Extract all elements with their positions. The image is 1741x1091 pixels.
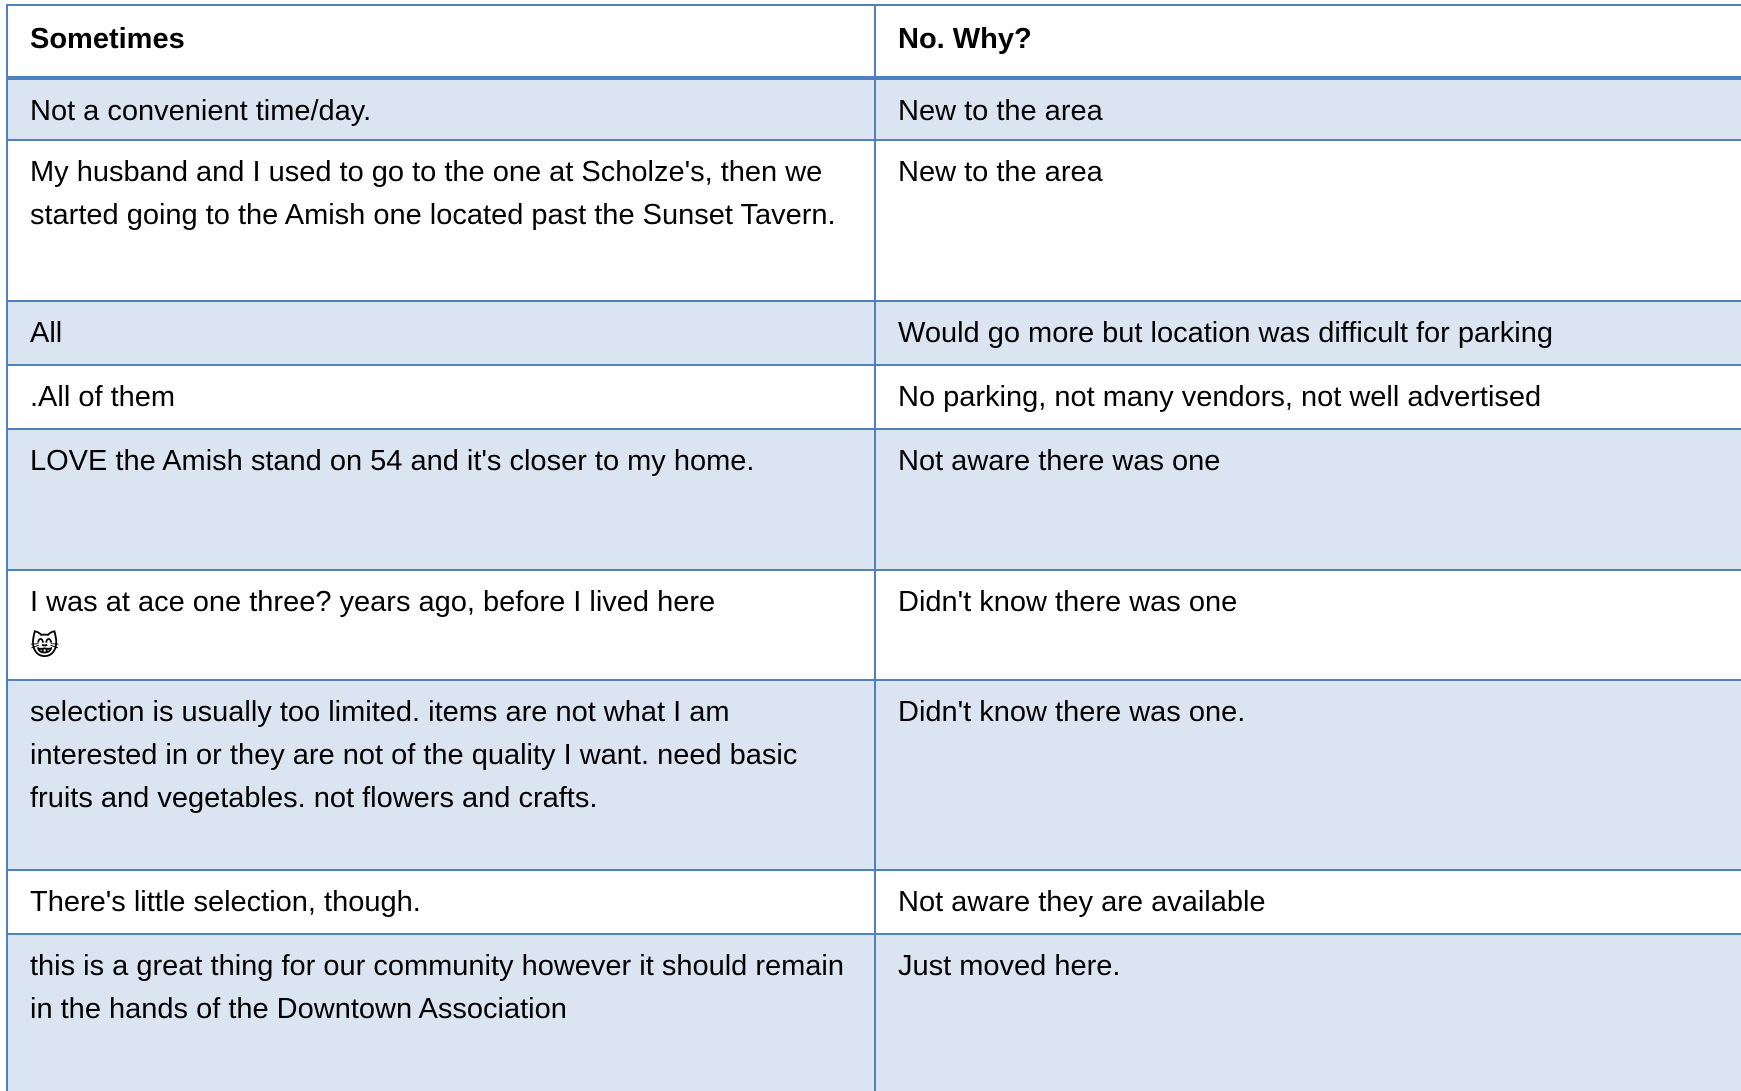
cell-no-why: Would go more but location was difficult for parking <box>875 301 1741 365</box>
table-row <box>7 301 1741 365</box>
table-header-row <box>7 5 1741 78</box>
table-row <box>7 934 1741 1091</box>
cell-sometimes: There's little selection, though. <box>7 870 875 934</box>
survey-responses-table <box>6 4 1741 1091</box>
table-row <box>7 680 1741 870</box>
cell-sometimes: All <box>7 301 875 365</box>
table-row <box>7 570 1741 680</box>
cell-sometimes <box>7 570 875 680</box>
column-header-no-why: No. Why? <box>875 5 1741 78</box>
table-row <box>7 78 1741 140</box>
cell-no-why: No parking, not many vendors, not well advertised <box>875 365 1741 429</box>
cell-no-why: Didn't know there was one. <box>875 680 1741 870</box>
table-row <box>7 429 1741 570</box>
cell-no-why: New to the area <box>875 78 1741 140</box>
cell-sometimes: Not a convenient time/day. <box>7 78 875 140</box>
cell-sometimes: selection is usually too limited. items are not what I am interested in or they are not of the quality I want. need basic fruits and vegetables. not flowers and crafts. <box>7 680 875 870</box>
survey-table-container <box>6 4 1741 1091</box>
cell-sometimes: .All of them <box>7 365 875 429</box>
table-row <box>7 140 1741 301</box>
cell-sometimes-text: I was at ace one three? years ago, before I lived here <box>30 586 716 618</box>
cell-sometimes: this is a great thing for our community however it should remain in the hands of the Downtown Association <box>7 934 875 1091</box>
cell-no-why: New to the area <box>875 140 1741 301</box>
table-row <box>7 870 1741 934</box>
table-row <box>7 365 1741 429</box>
column-header-sometimes: Sometimes <box>7 5 875 78</box>
cell-sometimes: LOVE the Amish stand on 54 and it's closer to my home. <box>7 429 875 570</box>
cell-no-why: Not aware they are available <box>875 870 1741 934</box>
cell-no-why: Not aware there was one <box>875 429 1741 570</box>
cell-sometimes: My husband and I used to go to the one at Scholze's, then we started going to the Amish one located past the Sunset Tavern. <box>7 140 875 301</box>
cell-no-why: Just moved here. <box>875 934 1741 1091</box>
cat-emoji-icon: 😸 <box>30 629 60 662</box>
cell-no-why: Didn't know there was one <box>875 570 1741 680</box>
